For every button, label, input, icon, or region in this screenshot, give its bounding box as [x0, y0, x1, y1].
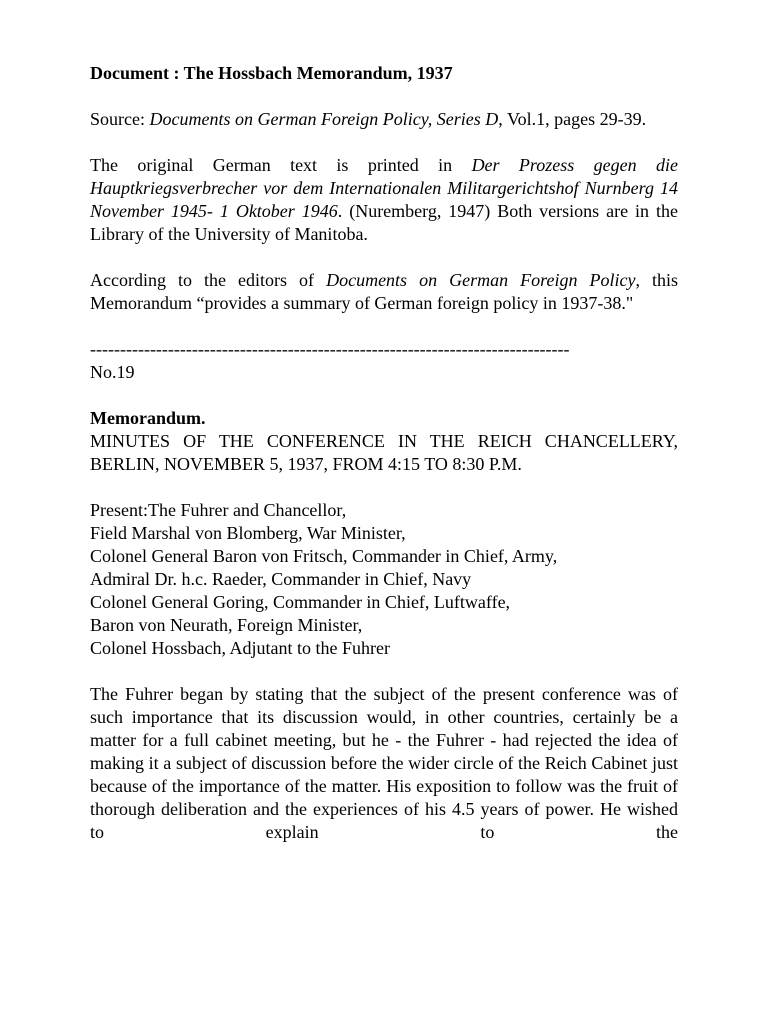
minutes-title: MINUTES OF THE CONFERENCE IN THE REICH CHANCELLERY, BERLIN, NOVEMBER 5, 1937, FROM 4:15 TO 8:30 P.M.: [90, 431, 678, 474]
attendee-line: Field Marshal von Blomberg, War Minister,: [90, 523, 406, 543]
spacer: [90, 246, 678, 269]
memorandum-label: Memorandum.: [90, 408, 206, 428]
spacer: [90, 660, 678, 683]
attendee-line: Present:The Fuhrer and Chancellor,: [90, 500, 347, 520]
spacer: [90, 131, 678, 154]
attendee-line: Colonel Hossbach, Adjutant to the Fuhrer: [90, 638, 390, 658]
attendee-line: Baron von Neurath, Foreign Minister,: [90, 615, 363, 635]
document-number: No.19: [90, 362, 135, 382]
source-suffix: , Vol.1, pages 29-39.: [498, 109, 647, 129]
separator-rule: --------------------------------------------------------------------------------: [90, 339, 570, 359]
original-suffix: . (Nuremberg, 1947) Both versions are in the Library of the University of Manitoba.: [90, 201, 678, 244]
spacer: [90, 476, 678, 499]
spacer: [90, 384, 678, 407]
source-prefix: Source:: [90, 109, 150, 129]
document-heading: Document : The Hossbach Memorandum, 1937: [90, 63, 453, 83]
editors-paragraph: [90, 269, 678, 315]
spacer: [90, 85, 678, 108]
spacer: [90, 315, 678, 338]
original-title: Der Prozess gegen die Hauptkriegsverbrecher vor dem Internationalen Militargerichtshof Nurnberg 14 November 1945- 1 Oktober 1946: [90, 155, 678, 221]
attendee-line: Admiral Dr. h.c. Raeder, Commander in Chief, Navy: [90, 569, 472, 589]
editors-suffix: , this Memorandum “provides a summary of German foreign policy in 1937-38.": [90, 270, 678, 313]
editors-title: Documents on German Foreign Policy: [326, 270, 636, 290]
attendee-line: Colonel General Baron von Fritsch, Commander in Chief, Army,: [90, 546, 558, 566]
document-page: [90, 62, 678, 844]
attendees-list: [90, 499, 678, 660]
body-paragraph: The Fuhrer began by stating that the subject of the present conference was of such importance that its discussion would, in other countries, certainly be a matter for a full cabinet meeting, but he - the Fuhrer - had rejected the idea of making it a subject of discussion before the wider circle of the Reich Cabinet just because of the importance of the matter. His exposition to follow was the fruit of thorough deliberation and the experiences of his 4.5 years of power. He wished to explain to the: [90, 684, 678, 842]
original-text-paragraph: [90, 154, 678, 246]
attendee-line: Colonel General Goring, Commander in Chief, Luftwaffe,: [90, 592, 511, 612]
source-paragraph: [90, 108, 678, 131]
editors-prefix: According to the editors of: [90, 270, 327, 290]
source-title: Documents on German Foreign Policy, Series D: [149, 109, 499, 129]
original-prefix: The original German text is printed in: [90, 155, 472, 175]
